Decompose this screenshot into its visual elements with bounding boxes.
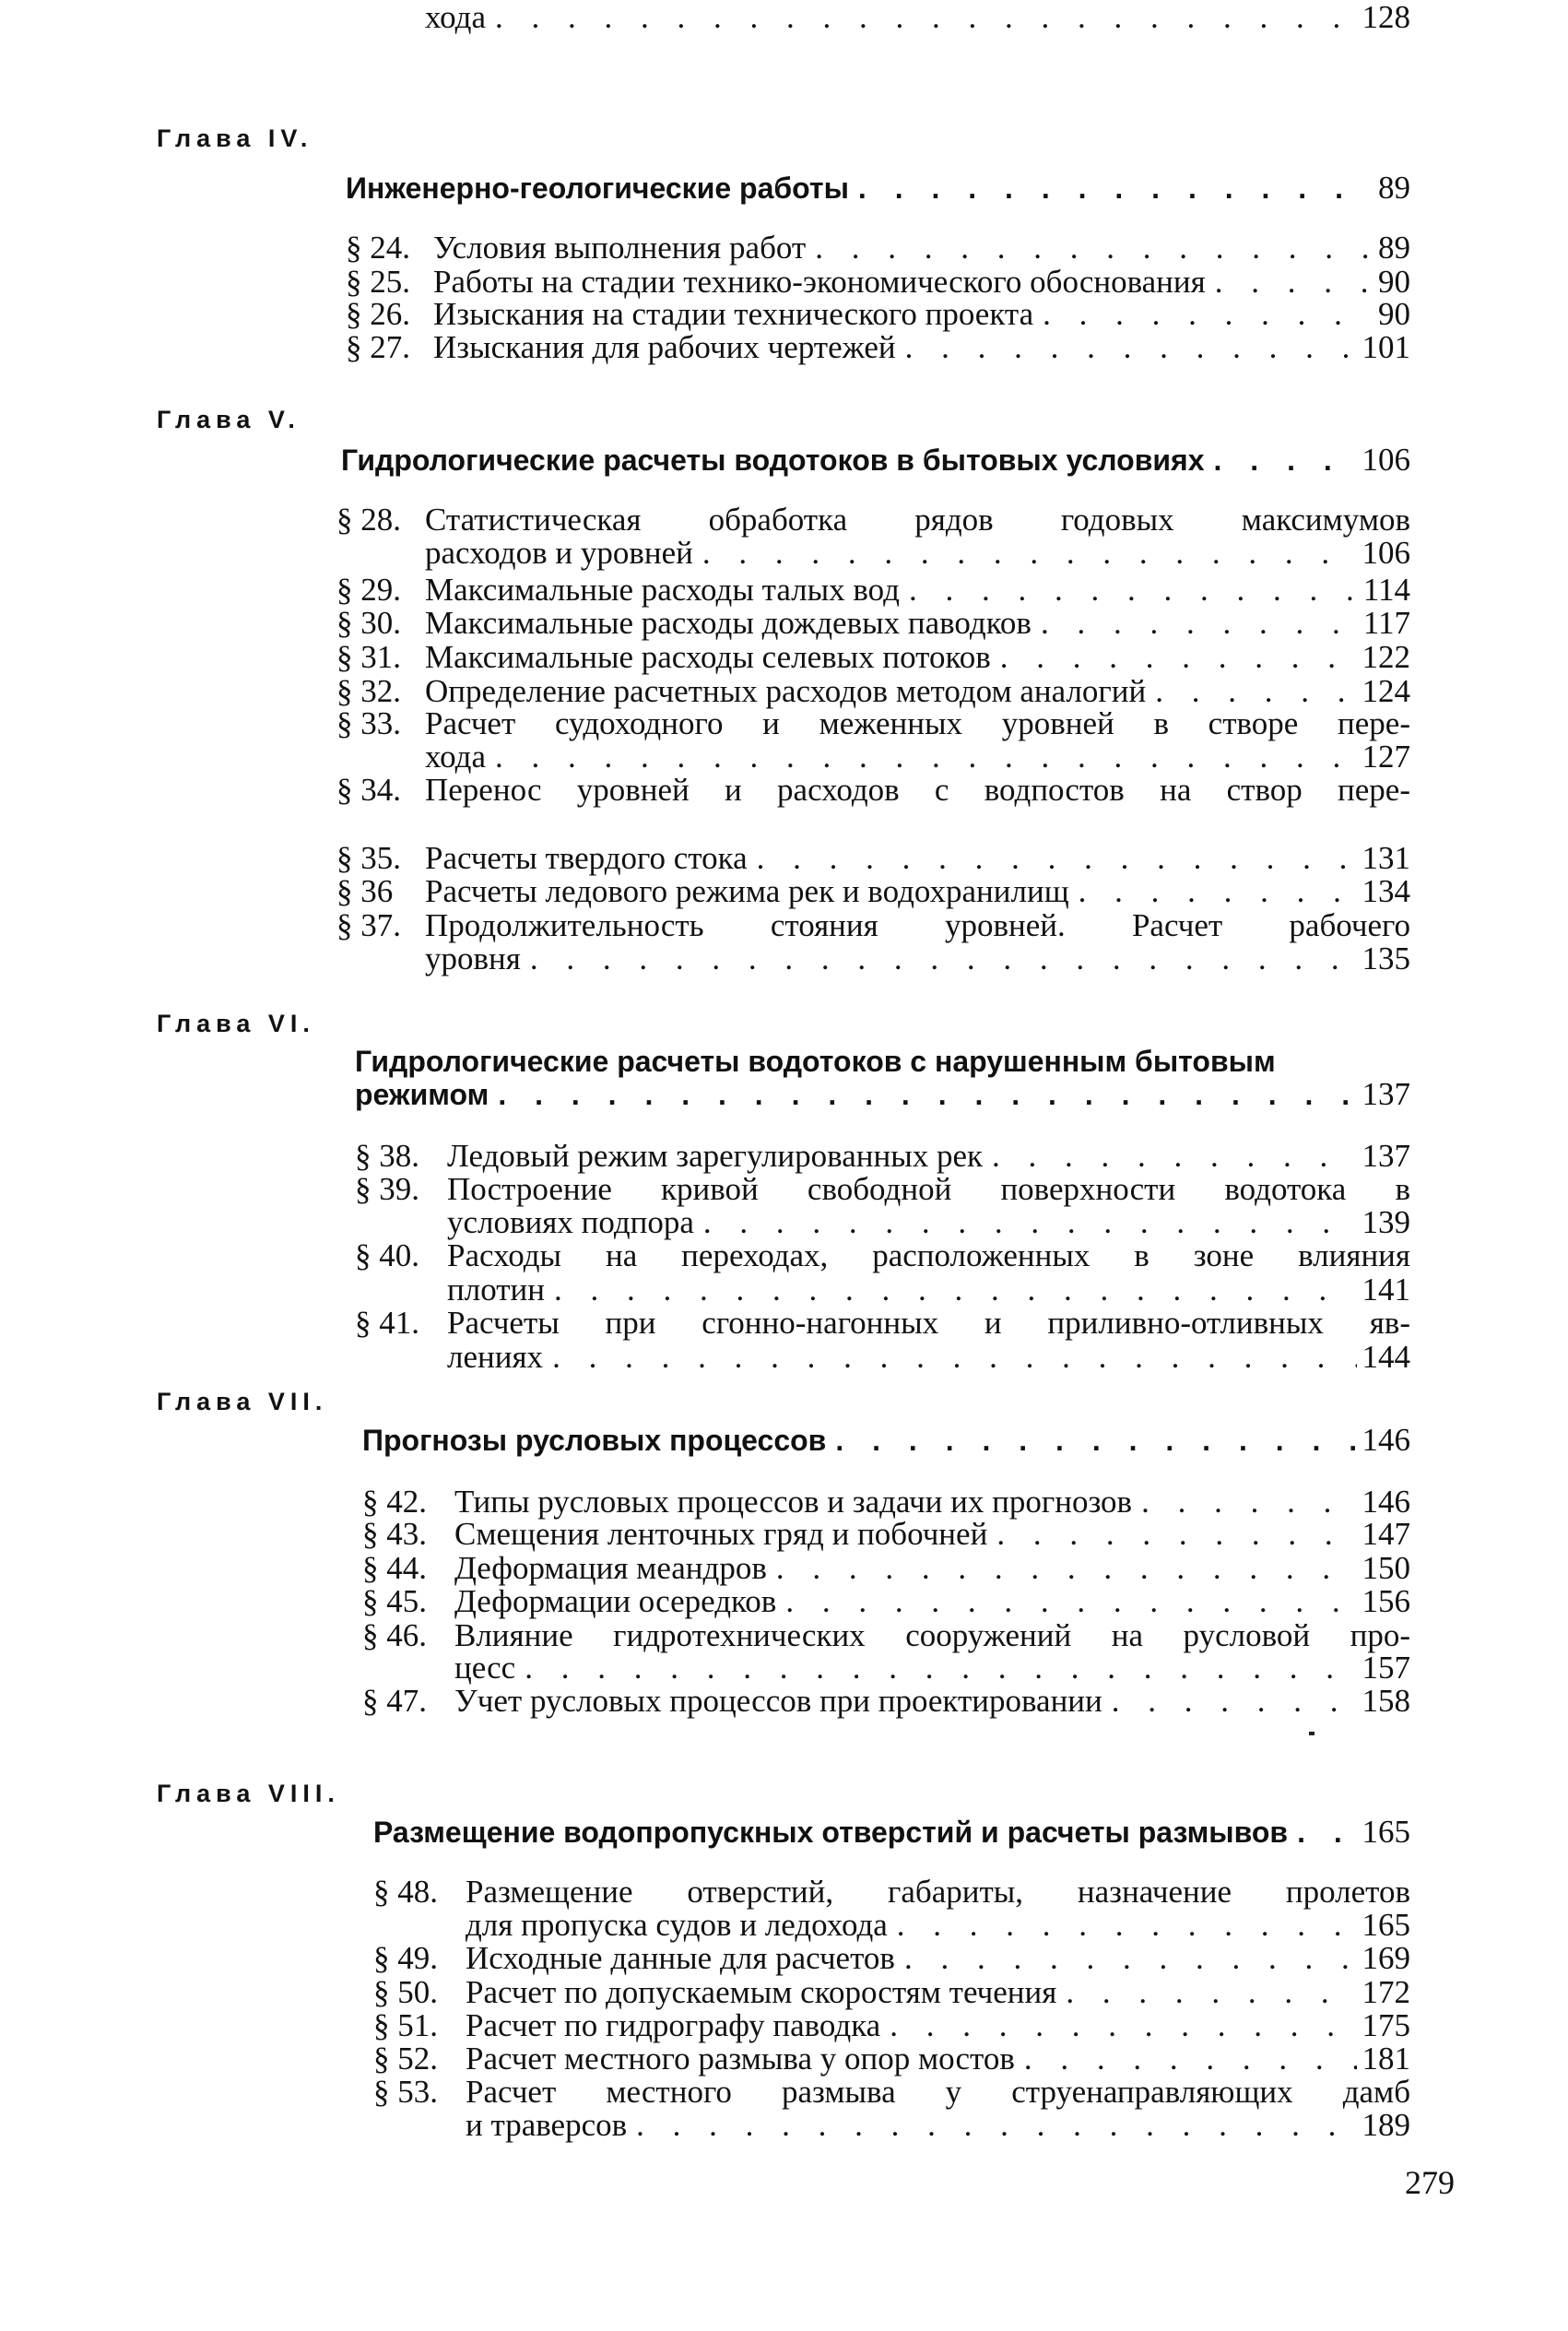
toc-entry bbox=[373, 2041, 1410, 2077]
section-title: Размещение отверстий, габариты, назначение пролетов bbox=[466, 1874, 1410, 1910]
toc-entry bbox=[336, 606, 1410, 641]
dot-leader bbox=[552, 1340, 1356, 1375]
page-reference: 158 bbox=[1362, 1683, 1410, 1719]
section-number: § 40. bbox=[355, 1237, 419, 1273]
dot-leader bbox=[498, 1077, 1356, 1112]
section-title-continued: плотин bbox=[447, 1272, 545, 1307]
toc-entry-continued bbox=[425, 740, 1410, 775]
page-reference: 147 bbox=[1362, 1516, 1410, 1552]
chapter-label: Глава VII. bbox=[157, 1388, 328, 1415]
section-number: § 25. bbox=[346, 264, 410, 300]
section-title: Деформации осередков bbox=[454, 1583, 777, 1619]
toc-entry-continued bbox=[454, 1651, 1410, 1686]
section-title: Работы на стадии технико-экономического обоснования bbox=[433, 264, 1206, 300]
section-title: Расчет местного размыва у струенаправляющих дамб bbox=[466, 2074, 1410, 2110]
chapter-title-text: Размещение водопропускных отверстий и расчеты размывов bbox=[373, 1816, 1289, 1849]
page-reference: 89 bbox=[1378, 230, 1410, 266]
dot-leader bbox=[1043, 297, 1373, 332]
page-reference: 134 bbox=[1362, 873, 1410, 909]
page-reference: 139 bbox=[1362, 1204, 1410, 1240]
section-title: Исходные данные для расчетов bbox=[466, 1940, 895, 1976]
toc-entry bbox=[355, 1238, 1410, 1273]
dot-leader bbox=[1000, 640, 1357, 675]
toc-entry-continued bbox=[425, 536, 1410, 571]
toc-entry-continued bbox=[447, 1272, 1410, 1307]
section-number: § 48. bbox=[373, 1874, 438, 1910]
section-number: § 44. bbox=[362, 1550, 427, 1586]
section-title: Условия выполнения работ bbox=[433, 230, 807, 266]
dot-leader bbox=[530, 941, 1357, 976]
toc-entry-continued bbox=[466, 1908, 1410, 1943]
section-title: Типы русловых процессов и задачи их прогнозов bbox=[454, 1484, 1133, 1520]
section-title: Построение кривой свободной поверхности водотока в bbox=[447, 1171, 1410, 1207]
chapter-title-text: Гидрологические расчеты водотоков с нарушенным бытовым bbox=[355, 1045, 1276, 1078]
dot-leader bbox=[554, 1272, 1357, 1307]
page-reference: 90 bbox=[1378, 264, 1410, 300]
section-title-continued: хода bbox=[425, 739, 487, 775]
toc-entry-continued bbox=[425, 941, 1410, 976]
section-number: § 49. bbox=[373, 1940, 438, 1976]
toc-entry-continued bbox=[447, 1205, 1410, 1240]
toc-entry bbox=[355, 1172, 1410, 1207]
dot-leader bbox=[1079, 874, 1357, 909]
dot-leader bbox=[785, 1584, 1356, 1619]
section-number: § 33. bbox=[336, 705, 401, 741]
dot-leader bbox=[905, 330, 1357, 365]
toc-entry bbox=[362, 1517, 1410, 1552]
section-title: Максимальные расходы селевых потоков bbox=[425, 639, 991, 675]
toc-entry bbox=[346, 297, 1410, 332]
dot-leader bbox=[525, 1651, 1356, 1686]
dot-leader bbox=[1141, 1485, 1356, 1520]
section-number: § 46. bbox=[362, 1617, 427, 1653]
toc-entry bbox=[355, 1139, 1410, 1174]
section-number: § 30. bbox=[336, 605, 401, 641]
dot-leader bbox=[992, 1139, 1356, 1174]
separator-mark bbox=[1309, 1732, 1315, 1735]
section-number: § 47. bbox=[362, 1683, 427, 1719]
dot-leader bbox=[757, 841, 1357, 876]
page-reference: 157 bbox=[1362, 1650, 1410, 1686]
section-number: § 53. bbox=[373, 2074, 438, 2110]
page-reference: 137 bbox=[1362, 1138, 1410, 1174]
toc-entry bbox=[362, 1485, 1410, 1520]
section-title: Ледовый режим зарегулированных рек bbox=[447, 1138, 984, 1174]
toc-entry bbox=[336, 874, 1410, 909]
page-reference: 165 bbox=[1362, 1814, 1410, 1850]
toc-entry bbox=[336, 674, 1410, 709]
dot-leader bbox=[1112, 1684, 1357, 1719]
chapter-label: Глава IV. bbox=[157, 124, 313, 152]
section-title-continued: хода bbox=[425, 0, 487, 35]
section-number: § 39. bbox=[355, 1171, 419, 1207]
toc-entry bbox=[373, 1875, 1410, 1910]
page-reference: 146 bbox=[1362, 1484, 1410, 1520]
section-title: Расчет судоходного и меженных уровней в створе пере- bbox=[425, 705, 1410, 741]
toc-entry-continued bbox=[466, 2108, 1410, 2143]
section-title: Учет русловых процессов при проектировании bbox=[454, 1683, 1102, 1719]
section-number: § 26. bbox=[346, 296, 410, 332]
section-number: § 32. bbox=[336, 673, 401, 709]
page-reference: 101 bbox=[1362, 329, 1410, 365]
page-reference: 89 bbox=[1378, 170, 1410, 206]
section-title: Максимальные расходы талых вод bbox=[425, 572, 900, 608]
section-number: § 41. bbox=[355, 1305, 419, 1341]
toc-entry bbox=[362, 1584, 1410, 1619]
page-reference: 189 bbox=[1362, 2107, 1410, 2143]
toc-entry bbox=[362, 1684, 1410, 1719]
section-title: Расчеты ледового режима рек и водохранилищ bbox=[425, 873, 1069, 909]
section-number: § 52. bbox=[373, 2041, 438, 2077]
section-title: Максимальные расходы дождевых паводков bbox=[425, 605, 1032, 641]
page-reference: 122 bbox=[1362, 639, 1410, 675]
dot-leader bbox=[909, 573, 1358, 608]
dot-leader bbox=[776, 1551, 1357, 1586]
dot-leader bbox=[1215, 265, 1373, 300]
dot-leader bbox=[636, 2108, 1356, 2143]
dot-leader bbox=[815, 231, 1373, 266]
page-reference: 150 bbox=[1362, 1550, 1410, 1586]
page-reference: 141 bbox=[1362, 1272, 1410, 1307]
page-reference: 131 bbox=[1362, 840, 1410, 876]
page-reference: 124 bbox=[1362, 673, 1410, 709]
section-number: § 43. bbox=[362, 1516, 427, 1552]
dot-leader bbox=[858, 171, 1373, 206]
section-number: § 27. bbox=[346, 329, 410, 365]
toc-entry-continued bbox=[447, 1340, 1410, 1375]
section-number: § 36 bbox=[336, 873, 394, 909]
section-title: Расходы на переходах, расположенных в зоне влияния bbox=[447, 1237, 1410, 1273]
page-reference: 165 bbox=[1362, 1907, 1410, 1943]
page-reference: 127 bbox=[1362, 739, 1410, 775]
section-title: Деформация меандров bbox=[454, 1550, 767, 1586]
page-reference: 117 bbox=[1362, 605, 1410, 641]
toc-entry bbox=[336, 706, 1410, 741]
dot-leader bbox=[897, 1908, 1357, 1943]
dot-leader bbox=[495, 740, 1356, 775]
toc-entry bbox=[336, 640, 1410, 675]
section-title-continued: расходов и уровней bbox=[425, 535, 693, 571]
toc-entry bbox=[373, 1975, 1410, 2010]
dot-leader bbox=[1297, 1815, 1356, 1850]
section-title-continued: условиях подпора bbox=[447, 1204, 694, 1240]
page-reference: 146 bbox=[1362, 1422, 1410, 1458]
toc-entry bbox=[336, 908, 1410, 943]
page-reference: 114 bbox=[1362, 572, 1410, 608]
dot-leader bbox=[1024, 2041, 1357, 2077]
section-title: Изыскания на стадии технического проекта bbox=[433, 296, 1034, 332]
page-reference: 175 bbox=[1362, 2007, 1410, 2043]
chapter-title-text: режимом bbox=[355, 1078, 489, 1111]
section-number: § 45. bbox=[362, 1583, 427, 1619]
chapter-title bbox=[362, 1423, 1410, 1458]
page-reference: 156 bbox=[1362, 1583, 1410, 1619]
section-title-continued: уровня bbox=[425, 941, 521, 976]
section-number: § 38. bbox=[355, 1138, 419, 1174]
dot-leader bbox=[495, 0, 1356, 35]
section-title: Изыскания для рабочих чертежей bbox=[433, 329, 896, 365]
page-reference: 172 bbox=[1362, 1974, 1410, 2010]
dot-leader bbox=[890, 2008, 1356, 2043]
toc-entry bbox=[362, 1618, 1410, 1653]
chapter-title bbox=[346, 171, 1410, 206]
section-number: § 34. bbox=[336, 772, 401, 808]
toc-entry-continued bbox=[425, 0, 1410, 35]
chapter-title bbox=[373, 1815, 1410, 1850]
section-number: § 50. bbox=[373, 1974, 438, 2010]
dot-leader bbox=[996, 1517, 1356, 1552]
section-title: Расчет местного размыва у опор мостов bbox=[466, 2041, 1015, 2077]
toc-entry bbox=[346, 265, 1410, 300]
page-reference: 144 bbox=[1362, 1339, 1410, 1375]
dot-leader bbox=[1214, 443, 1357, 478]
section-title: Расчет по допускаемым скоростям течения bbox=[466, 1974, 1057, 2010]
dot-leader bbox=[1066, 1975, 1356, 2010]
toc-entry bbox=[373, 1941, 1410, 1976]
page-reference: 90 bbox=[1378, 296, 1410, 332]
section-number: § 37. bbox=[336, 907, 401, 943]
chapter-title-text: Инженерно-геологические работы bbox=[346, 172, 849, 205]
dot-leader bbox=[703, 1205, 1357, 1240]
page-reference: 169 bbox=[1362, 1940, 1410, 1976]
chapter-title-text: Гидрологические расчеты водотоков в бытовых условиях bbox=[341, 444, 1205, 477]
chapter-title-continued bbox=[355, 1077, 1410, 1112]
chapter-title-text: Прогнозы русловых процессов bbox=[362, 1424, 827, 1457]
toc-entry bbox=[336, 503, 1410, 538]
toc-entry bbox=[373, 2008, 1410, 2043]
page-reference: 181 bbox=[1362, 2041, 1410, 2077]
toc-entry bbox=[346, 330, 1410, 365]
toc-entry bbox=[362, 1551, 1410, 1586]
section-number: § 42. bbox=[362, 1484, 427, 1520]
dot-leader bbox=[1041, 606, 1358, 641]
toc-entry bbox=[373, 2075, 1410, 2110]
chapter-label: Глава VIII. bbox=[157, 1780, 340, 1807]
section-number: § 35. bbox=[336, 840, 401, 876]
dot-leader bbox=[904, 1941, 1357, 1976]
section-title: Перенос уровней и расходов с водпостов на створ пере- bbox=[425, 772, 1410, 808]
section-number: § 31. bbox=[336, 639, 401, 675]
section-title-continued: для пропуска судов и ледохода bbox=[466, 1907, 888, 1943]
page-number: 279 bbox=[1405, 2164, 1455, 2201]
section-title: Смещения ленточных гряд и побочней bbox=[454, 1516, 988, 1552]
toc-entry bbox=[346, 231, 1410, 266]
section-title-continued: цесс bbox=[454, 1650, 516, 1686]
page-reference: 106 bbox=[1362, 535, 1410, 571]
page-reference: 128 bbox=[1362, 0, 1410, 35]
toc-entry bbox=[336, 573, 1410, 608]
toc-entry bbox=[336, 773, 1410, 808]
section-number: § 24. bbox=[346, 230, 410, 266]
dot-leader bbox=[702, 536, 1357, 571]
section-number: § 29. bbox=[336, 572, 401, 608]
page-reference: 135 bbox=[1362, 941, 1410, 976]
page-reference: 106 bbox=[1362, 442, 1410, 478]
section-title: Статистическая обработка рядов годовых максимумов bbox=[425, 502, 1410, 538]
section-title: Расчеты при сгонно-нагонных и приливно-отливных яв- bbox=[447, 1305, 1410, 1341]
dot-leader bbox=[1155, 674, 1356, 709]
section-number: § 28. bbox=[336, 502, 401, 538]
chapter-label: Глава VI. bbox=[157, 1010, 315, 1037]
toc-entry bbox=[355, 1306, 1410, 1341]
section-title: Расчет по гидрографу паводка bbox=[466, 2007, 881, 2043]
section-number: § 51. bbox=[373, 2007, 438, 2043]
section-title: Определение расчетных расходов методом аналогий bbox=[425, 673, 1147, 709]
page-reference: 137 bbox=[1362, 1076, 1410, 1112]
chapter-title bbox=[355, 1044, 1410, 1079]
section-title: Расчеты твердого стока bbox=[425, 840, 748, 876]
section-title: Влияние гидротехнических сооружений на русловой про- bbox=[454, 1617, 1410, 1653]
dot-leader bbox=[835, 1423, 1356, 1458]
chapter-label: Глава V. bbox=[157, 406, 301, 433]
section-title-continued: лениях bbox=[447, 1339, 544, 1375]
toc-entry bbox=[336, 841, 1410, 876]
section-title: Продолжительность стояния уровней. Расчет рабочего bbox=[425, 907, 1410, 943]
chapter-title bbox=[341, 443, 1410, 478]
section-title-continued: и траверсов bbox=[466, 2107, 628, 2143]
